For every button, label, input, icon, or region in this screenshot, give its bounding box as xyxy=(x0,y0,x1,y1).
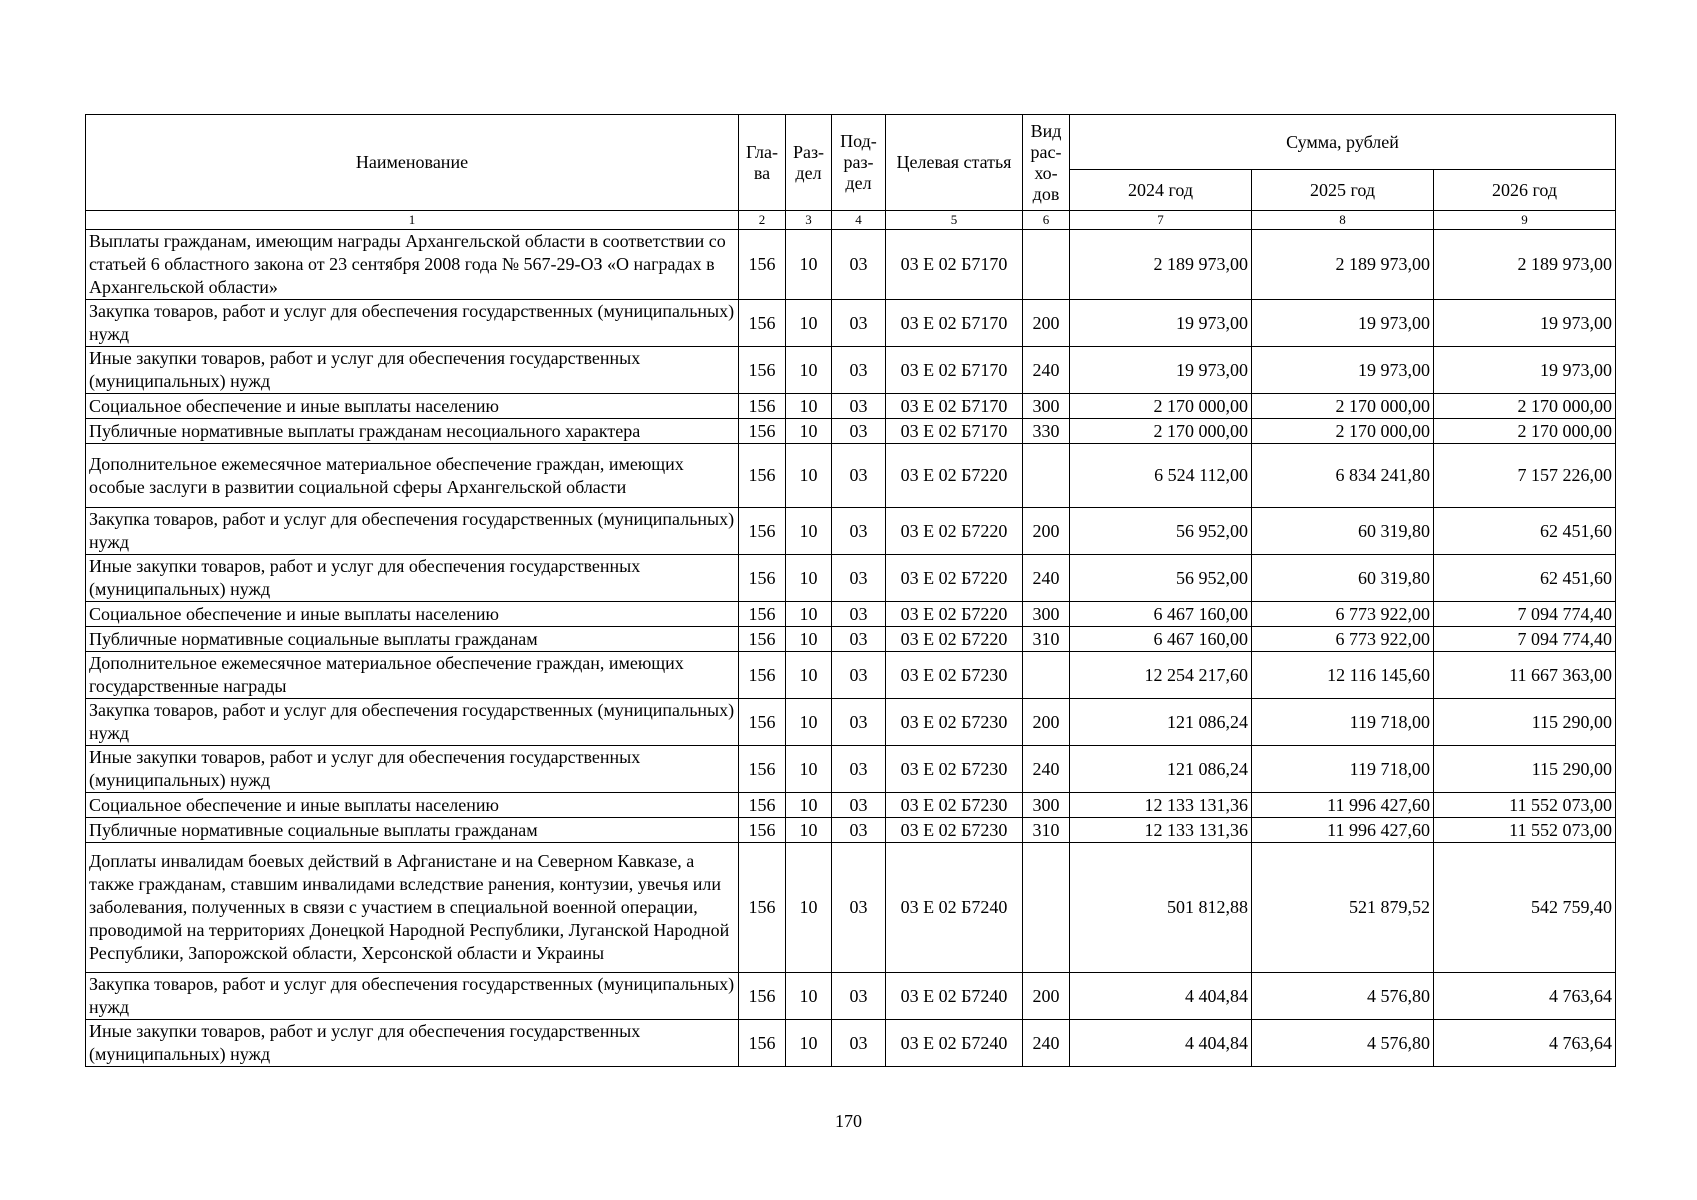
row-amount-2024: 4 404,84 xyxy=(1070,973,1252,1020)
table-body xyxy=(86,211,1616,1067)
row-chapter: 156 xyxy=(739,843,786,973)
row-chapter: 156 xyxy=(739,394,786,419)
header-target-article: Целевая статья xyxy=(886,115,1023,211)
row-section: 10 xyxy=(786,394,832,419)
row-expense-type: 240 xyxy=(1023,1020,1070,1067)
row-subsection: 03 xyxy=(832,973,886,1020)
header-subsection: Под- раз- дел xyxy=(832,115,886,211)
row-expense-type: 300 xyxy=(1023,394,1070,419)
row-section: 10 xyxy=(786,444,832,508)
row-target-article: 03 Е 02 Б7230 xyxy=(886,652,1023,699)
row-target-article: 03 Е 02 Б7230 xyxy=(886,746,1023,793)
row-subsection: 03 xyxy=(832,444,886,508)
row-amount-2024: 121 086,24 xyxy=(1070,699,1252,746)
row-expense-type: 310 xyxy=(1023,627,1070,652)
row-name: Иные закупки товаров, работ и услуг для обеспечения государственных (муниципальных) нужд xyxy=(86,1020,739,1067)
header-row xyxy=(86,115,1616,170)
column-number: 4 xyxy=(832,211,886,230)
row-name: Закупка товаров, работ и услуг для обеспечения государственных (муниципальных) нужд xyxy=(86,973,739,1020)
column-number: 2 xyxy=(739,211,786,230)
row-name: Социальное обеспечение и иные выплаты населению xyxy=(86,394,739,419)
row-section: 10 xyxy=(786,1020,832,1067)
row-chapter: 156 xyxy=(739,230,786,300)
header-name: Наименование xyxy=(86,115,739,211)
header-year-2026: 2026 год xyxy=(1434,170,1616,211)
column-number: 9 xyxy=(1434,211,1616,230)
table-row xyxy=(86,230,1616,300)
row-chapter: 156 xyxy=(739,1020,786,1067)
row-amount-2026: 19 973,00 xyxy=(1434,347,1616,394)
row-amount-2025: 119 718,00 xyxy=(1252,746,1434,793)
row-amount-2026: 7 094 774,40 xyxy=(1434,627,1616,652)
row-name: Закупка товаров, работ и услуг для обеспечения государственных (муниципальных) нужд xyxy=(86,300,739,347)
row-expense-type: 200 xyxy=(1023,973,1070,1020)
column-number: 6 xyxy=(1023,211,1070,230)
table-row xyxy=(86,843,1616,973)
row-amount-2025: 119 718,00 xyxy=(1252,699,1434,746)
row-name: Иные закупки товаров, работ и услуг для обеспечения государственных (муниципальных) нужд xyxy=(86,555,739,602)
table-row xyxy=(86,973,1616,1020)
row-subsection: 03 xyxy=(832,602,886,627)
row-chapter: 156 xyxy=(739,818,786,843)
row-amount-2024: 6 524 112,00 xyxy=(1070,444,1252,508)
row-chapter: 156 xyxy=(739,973,786,1020)
row-expense-type xyxy=(1023,444,1070,508)
row-amount-2026: 115 290,00 xyxy=(1434,746,1616,793)
row-amount-2025: 4 576,80 xyxy=(1252,1020,1434,1067)
row-target-article: 03 Е 02 Б7220 xyxy=(886,508,1023,555)
row-amount-2024: 6 467 160,00 xyxy=(1070,627,1252,652)
row-name: Закупка товаров, работ и услуг для обеспечения государственных (муниципальных) нужд xyxy=(86,699,739,746)
row-name: Публичные нормативные социальные выплаты гражданам xyxy=(86,627,739,652)
row-target-article: 03 Е 02 Б7230 xyxy=(886,793,1023,818)
table-row xyxy=(86,300,1616,347)
row-expense-type: 200 xyxy=(1023,699,1070,746)
row-section: 10 xyxy=(786,699,832,746)
column-number: 7 xyxy=(1070,211,1252,230)
row-chapter: 156 xyxy=(739,444,786,508)
row-section: 10 xyxy=(786,508,832,555)
page-number: 170 xyxy=(835,1111,862,1131)
table-row xyxy=(86,793,1616,818)
table-row xyxy=(86,508,1616,555)
row-expense-type: 200 xyxy=(1023,508,1070,555)
table-row xyxy=(86,746,1616,793)
row-amount-2024: 2 189 973,00 xyxy=(1070,230,1252,300)
row-amount-2026: 542 759,40 xyxy=(1434,843,1616,973)
row-section: 10 xyxy=(786,627,832,652)
row-amount-2024: 56 952,00 xyxy=(1070,555,1252,602)
row-amount-2024: 12 133 131,36 xyxy=(1070,818,1252,843)
row-amount-2024: 19 973,00 xyxy=(1070,347,1252,394)
column-number: 8 xyxy=(1252,211,1434,230)
row-section: 10 xyxy=(786,555,832,602)
row-chapter: 156 xyxy=(739,627,786,652)
row-chapter: 156 xyxy=(739,746,786,793)
row-amount-2025: 19 973,00 xyxy=(1252,300,1434,347)
row-amount-2025: 11 996 427,60 xyxy=(1252,818,1434,843)
row-target-article: 03 Е 02 Б7170 xyxy=(886,419,1023,444)
row-amount-2024: 2 170 000,00 xyxy=(1070,394,1252,419)
header-sum: Сумма, рублей xyxy=(1070,115,1616,170)
row-expense-type: 240 xyxy=(1023,555,1070,602)
table-row xyxy=(86,1020,1616,1067)
row-amount-2025: 19 973,00 xyxy=(1252,347,1434,394)
row-expense-type xyxy=(1023,843,1070,973)
row-amount-2026: 19 973,00 xyxy=(1434,300,1616,347)
row-amount-2026: 4 763,64 xyxy=(1434,1020,1616,1067)
table-row xyxy=(86,699,1616,746)
row-name: Социальное обеспечение и иные выплаты населению xyxy=(86,793,739,818)
row-amount-2026: 2 170 000,00 xyxy=(1434,419,1616,444)
row-section: 10 xyxy=(786,419,832,444)
header-chapter: Гла- ва xyxy=(739,115,786,211)
table-row xyxy=(86,394,1616,419)
row-amount-2025: 12 116 145,60 xyxy=(1252,652,1434,699)
row-chapter: 156 xyxy=(739,508,786,555)
row-amount-2024: 56 952,00 xyxy=(1070,508,1252,555)
row-target-article: 03 Е 02 Б7240 xyxy=(886,1020,1023,1067)
row-target-article: 03 Е 02 Б7240 xyxy=(886,973,1023,1020)
row-section: 10 xyxy=(786,300,832,347)
row-amount-2024: 121 086,24 xyxy=(1070,746,1252,793)
row-chapter: 156 xyxy=(739,419,786,444)
row-subsection: 03 xyxy=(832,347,886,394)
header-expense-type: Вид рас- хо- дов xyxy=(1023,115,1070,211)
row-amount-2026: 115 290,00 xyxy=(1434,699,1616,746)
row-subsection: 03 xyxy=(832,699,886,746)
row-amount-2026: 62 451,60 xyxy=(1434,508,1616,555)
row-target-article: 03 Е 02 Б7170 xyxy=(886,347,1023,394)
row-name: Публичные нормативные выплаты гражданам несоциального характера xyxy=(86,419,739,444)
row-chapter: 156 xyxy=(739,652,786,699)
row-name: Социальное обеспечение и иные выплаты населению xyxy=(86,602,739,627)
row-name: Дополнительное ежемесячное материальное обеспечение граждан, имеющих особые заслуги в развитии социальной сферы Архангельской области xyxy=(86,444,739,508)
row-expense-type xyxy=(1023,230,1070,300)
row-name: Доплаты инвалидам боевых действий в Афганистане и на Северном Кавказе, а также гражданам, ставшим инвалидами вследствие ранения, контузии, увечья или заболевания, полученных в связи с участием в специальной военной операции, проводимой на территориях Донецкой Народной Республики, Луганской Народной Республики, Запорожской области, Херсонской области и Украины xyxy=(86,843,739,973)
table-row xyxy=(86,347,1616,394)
row-expense-type xyxy=(1023,652,1070,699)
row-expense-type: 300 xyxy=(1023,793,1070,818)
row-target-article: 03 Е 02 Б7170 xyxy=(886,300,1023,347)
row-section: 10 xyxy=(786,793,832,818)
row-amount-2026: 4 763,64 xyxy=(1434,973,1616,1020)
row-target-article: 03 Е 02 Б7170 xyxy=(886,230,1023,300)
row-target-article: 03 Е 02 Б7220 xyxy=(886,602,1023,627)
table-row xyxy=(86,555,1616,602)
row-subsection: 03 xyxy=(832,1020,886,1067)
row-subsection: 03 xyxy=(832,230,886,300)
row-amount-2024: 19 973,00 xyxy=(1070,300,1252,347)
row-amount-2025: 6 834 241,80 xyxy=(1252,444,1434,508)
row-target-article: 03 Е 02 Б7170 xyxy=(886,394,1023,419)
row-amount-2024: 12 133 131,36 xyxy=(1070,793,1252,818)
row-expense-type: 200 xyxy=(1023,300,1070,347)
row-amount-2024: 12 254 217,60 xyxy=(1070,652,1252,699)
row-amount-2026: 11 552 073,00 xyxy=(1434,793,1616,818)
row-target-article: 03 Е 02 Б7230 xyxy=(886,699,1023,746)
table-row xyxy=(86,444,1616,508)
row-amount-2025: 60 319,80 xyxy=(1252,555,1434,602)
row-name: Публичные нормативные социальные выплаты гражданам xyxy=(86,818,739,843)
document-page xyxy=(85,114,1615,1067)
row-section: 10 xyxy=(786,746,832,793)
row-section: 10 xyxy=(786,843,832,973)
row-subsection: 03 xyxy=(832,652,886,699)
row-chapter: 156 xyxy=(739,347,786,394)
row-amount-2026: 2 189 973,00 xyxy=(1434,230,1616,300)
row-expense-type: 240 xyxy=(1023,347,1070,394)
row-subsection: 03 xyxy=(832,818,886,843)
row-amount-2025: 6 773 922,00 xyxy=(1252,627,1434,652)
table-row xyxy=(86,419,1616,444)
row-section: 10 xyxy=(786,652,832,699)
row-target-article: 03 Е 02 Б7220 xyxy=(886,555,1023,602)
row-expense-type: 240 xyxy=(1023,746,1070,793)
table-row xyxy=(86,818,1616,843)
row-amount-2026: 62 451,60 xyxy=(1434,555,1616,602)
row-amount-2026: 7 094 774,40 xyxy=(1434,602,1616,627)
column-number: 5 xyxy=(886,211,1023,230)
row-amount-2026: 11 667 363,00 xyxy=(1434,652,1616,699)
row-amount-2025: 4 576,80 xyxy=(1252,973,1434,1020)
row-name: Закупка товаров, работ и услуг для обеспечения государственных (муниципальных) нужд xyxy=(86,508,739,555)
row-subsection: 03 xyxy=(832,508,886,555)
budget-table xyxy=(85,114,1616,1067)
row-subsection: 03 xyxy=(832,394,886,419)
header-section: Раз- дел xyxy=(786,115,832,211)
row-subsection: 03 xyxy=(832,555,886,602)
row-section: 10 xyxy=(786,230,832,300)
row-amount-2026: 7 157 226,00 xyxy=(1434,444,1616,508)
row-section: 10 xyxy=(786,347,832,394)
row-name: Дополнительное ежемесячное материальное обеспечение граждан, имеющих государственные награды xyxy=(86,652,739,699)
row-amount-2025: 2 189 973,00 xyxy=(1252,230,1434,300)
row-subsection: 03 xyxy=(832,843,886,973)
row-chapter: 156 xyxy=(739,300,786,347)
row-chapter: 156 xyxy=(739,602,786,627)
table-row xyxy=(86,627,1616,652)
row-amount-2024: 4 404,84 xyxy=(1070,1020,1252,1067)
row-amount-2024: 6 467 160,00 xyxy=(1070,602,1252,627)
row-section: 10 xyxy=(786,973,832,1020)
row-target-article: 03 Е 02 Б7230 xyxy=(886,818,1023,843)
table-row xyxy=(86,652,1616,699)
table-row xyxy=(86,602,1616,627)
column-number: 1 xyxy=(86,211,739,230)
row-amount-2024: 2 170 000,00 xyxy=(1070,419,1252,444)
row-amount-2025: 6 773 922,00 xyxy=(1252,602,1434,627)
row-expense-type: 300 xyxy=(1023,602,1070,627)
row-subsection: 03 xyxy=(832,419,886,444)
row-section: 10 xyxy=(786,818,832,843)
header-year-2024: 2024 год xyxy=(1070,170,1252,211)
row-target-article: 03 Е 02 Б7240 xyxy=(886,843,1023,973)
row-section: 10 xyxy=(786,602,832,627)
row-chapter: 156 xyxy=(739,699,786,746)
row-subsection: 03 xyxy=(832,793,886,818)
header-year-2025: 2025 год xyxy=(1252,170,1434,211)
row-name: Выплаты гражданам, имеющим награды Архангельской области в соответствии со статьей 6 областного закона от 23 сентября 2008 года № 567-29-ОЗ «О наградах в Архангельской области» xyxy=(86,230,739,300)
row-name: Иные закупки товаров, работ и услуг для обеспечения государственных (муниципальных) нужд xyxy=(86,746,739,793)
column-number: 3 xyxy=(786,211,832,230)
row-amount-2025: 11 996 427,60 xyxy=(1252,793,1434,818)
row-name: Иные закупки товаров, работ и услуг для обеспечения государственных (муниципальных) нужд xyxy=(86,347,739,394)
column-number-row xyxy=(86,211,1616,230)
row-amount-2025: 2 170 000,00 xyxy=(1252,394,1434,419)
row-chapter: 156 xyxy=(739,793,786,818)
row-amount-2024: 501 812,88 xyxy=(1070,843,1252,973)
row-amount-2025: 521 879,52 xyxy=(1252,843,1434,973)
row-amount-2025: 2 170 000,00 xyxy=(1252,419,1434,444)
row-expense-type: 330 xyxy=(1023,419,1070,444)
row-subsection: 03 xyxy=(832,627,886,652)
row-amount-2025: 60 319,80 xyxy=(1252,508,1434,555)
row-expense-type: 310 xyxy=(1023,818,1070,843)
row-amount-2026: 2 170 000,00 xyxy=(1434,394,1616,419)
row-amount-2026: 11 552 073,00 xyxy=(1434,818,1616,843)
row-target-article: 03 Е 02 Б7220 xyxy=(886,444,1023,508)
row-subsection: 03 xyxy=(832,300,886,347)
row-target-article: 03 Е 02 Б7220 xyxy=(886,627,1023,652)
row-chapter: 156 xyxy=(739,555,786,602)
row-subsection: 03 xyxy=(832,746,886,793)
